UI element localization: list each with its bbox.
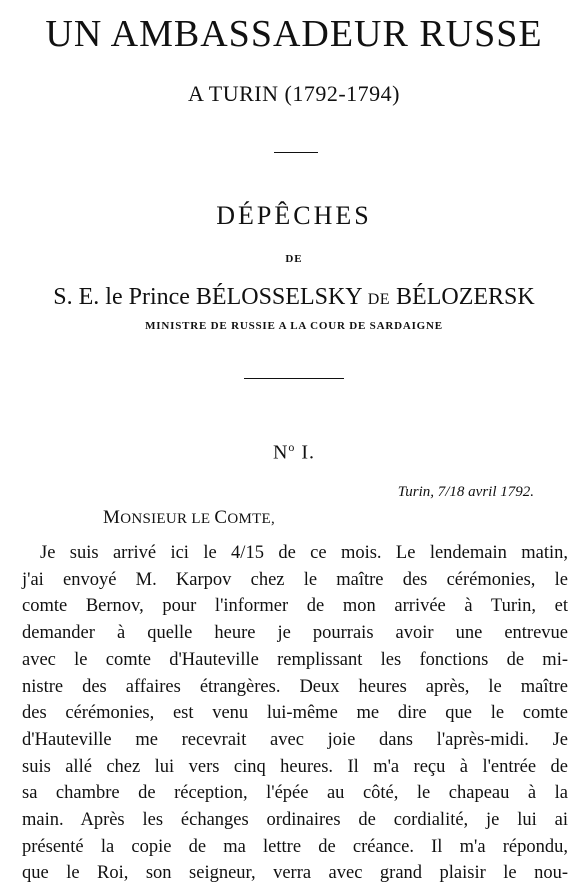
body-line: j'ai envoyé M. Karpov chez le maître des cérémonies, le	[22, 569, 568, 590]
de-label: DE	[285, 253, 303, 265]
salutation-first: M	[103, 507, 121, 528]
body-line: sa chambre de réception, l'épée au côté, le chapeau à la	[22, 783, 568, 804]
author-name: BÉLOSSELSKY	[195, 284, 362, 310]
page-title: UN AMBASSADEUR RUSSE	[45, 13, 543, 55]
letter-body	[22, 540, 568, 887]
author-place: BÉLOZERSK	[396, 284, 535, 310]
salutation	[103, 506, 275, 531]
number-label: N	[272, 441, 289, 464]
body-line: que le Roi, son seigneur, verra avec grand plaisir le nou-	[22, 863, 568, 884]
number-sup: o	[288, 440, 296, 454]
salutation-c: C	[214, 507, 228, 528]
body-line: d'Hauteville me recevrait avec joie dans l'après-midi. Je	[22, 729, 568, 750]
author-line	[6, 282, 582, 315]
body-line: présenté la copie de ma lettre de créance. Il m'a répondu,	[22, 836, 568, 857]
section-heading: DÉPÊCHES	[216, 201, 372, 230]
body-line: avec le comte d'Hauteville remplissant les fonctions de mi-	[22, 649, 568, 670]
page-subtitle: A TURIN (1792-1794)	[188, 81, 400, 106]
divider-rule	[274, 152, 318, 153]
body-line: main. Après les échanges ordinaires de cordialité, je lui ai	[22, 810, 568, 831]
body-line: demander à quelle heure je pourrais avoir une entrevue	[22, 623, 568, 644]
author-de: DE	[367, 291, 391, 308]
body-line: nistre des affaires étrangères. Deux heures après, le maître	[22, 676, 568, 697]
divider-rule	[244, 378, 344, 379]
salutation-end: OMTE,	[227, 511, 276, 527]
body-line: comte Bernov, pour l'informer de mon arrivée à Turin, et	[22, 596, 568, 617]
dateline: Turin, 7/18 avril 1792.	[397, 484, 534, 500]
author-prefix: S. E. le Prince	[53, 284, 196, 310]
body-line: des cérémonies, est venu lui-même me dire que le comte	[22, 703, 568, 724]
body-line: Je suis arrivé ici le 4/15 de ce mois. Le lendemain matin,	[40, 543, 568, 563]
body-line: suis allé chez lui vers cinq heures. Il m'a reçu à l'entrée de	[22, 756, 568, 777]
salutation-rest: ONSIEUR LE	[120, 511, 215, 527]
dispatch-number	[0, 434, 588, 466]
number-value: I.	[295, 441, 316, 464]
minister-title: MINISTRE DE RUSSIE A LA COUR DE SARDAIGNE	[145, 320, 443, 332]
